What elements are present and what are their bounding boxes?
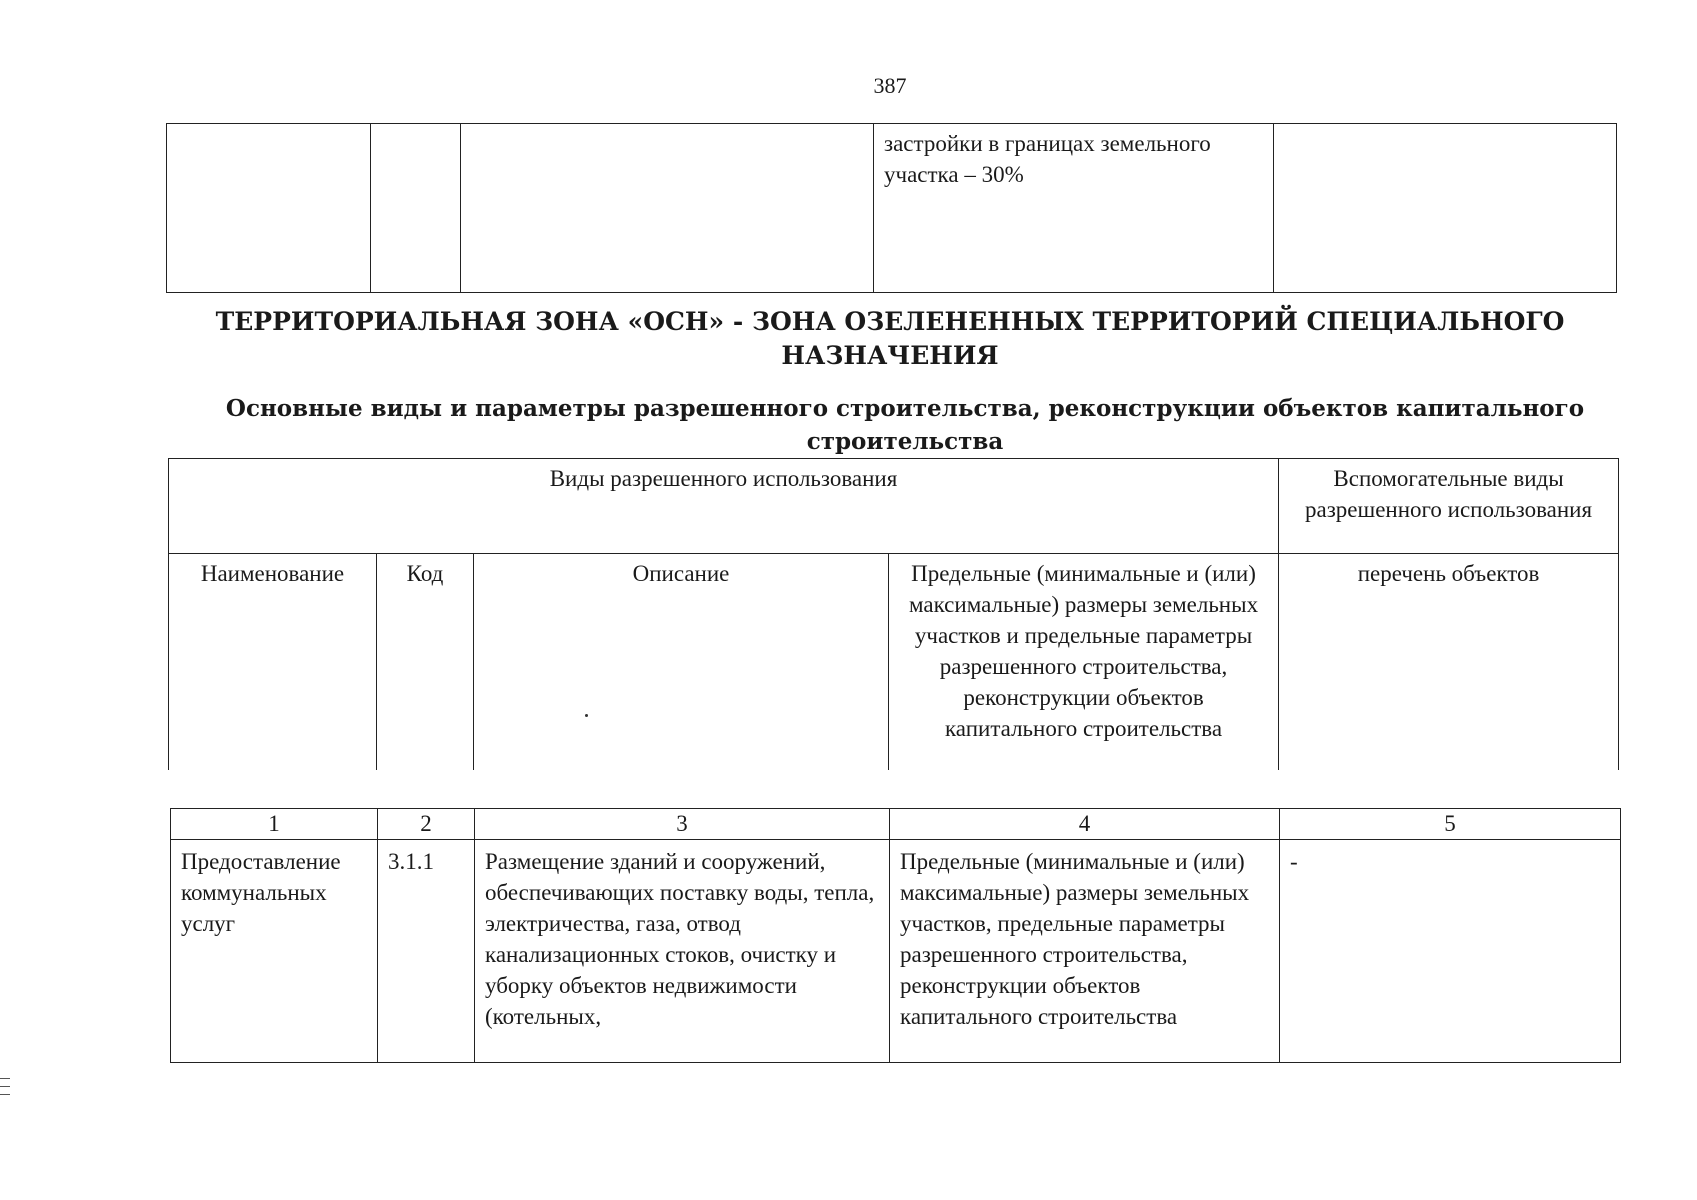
column-limits-header: Предельные (минимальные и (или) максимальные) размеры земельных участков и предельные параметры разрешенного строительства, реконструкции объектов капитального строительства — [889, 554, 1279, 771]
column-number: 3 — [475, 809, 890, 840]
table-cell — [167, 124, 371, 293]
column-numbers-row — [171, 809, 1621, 840]
page-number: 387 — [873, 73, 907, 98]
section-subtitle: Основные виды и параметры разрешенного строительства, реконструкции объектов капитального строительства — [225, 395, 1585, 455]
column-number: 5 — [1280, 809, 1621, 840]
column-code-header: Код — [377, 554, 474, 771]
column-objects-header: перечень объектов — [1279, 554, 1619, 771]
row-limits: Предельные (минимальные и (или) максимальные) размеры земельных участков, предельные параметры разрешенного строительства, реконструкции объектов капитального строительства — [890, 840, 1280, 1063]
continuation-table — [166, 123, 1617, 293]
column-description-header: Описание — [474, 554, 889, 771]
group-aux-header: Вспомогательные виды разрешенного использования — [1279, 459, 1619, 554]
table-row — [167, 124, 1617, 293]
group-main-header: Виды разрешенного использования — [169, 459, 1279, 554]
column-number: 1 — [171, 809, 378, 840]
stray-dot — [585, 714, 588, 717]
column-number: 4 — [890, 809, 1280, 840]
table-cell: застройки в границах земельного участка – 30% — [874, 124, 1274, 293]
row-description: Размещение зданий и сооружений, обеспечивающих поставку воды, тепла, электричества, газа, отвод канализационных стоков, очистку и уборку объектов недвижимости (котельных, — [475, 840, 890, 1063]
table-cell — [461, 124, 874, 293]
data-table — [170, 808, 1621, 1063]
table-row — [169, 459, 1619, 554]
table-row — [169, 554, 1619, 771]
edge-mark — [0, 1086, 10, 1087]
table-cell — [1274, 124, 1617, 293]
table-cell — [371, 124, 461, 293]
row-name: Предоставление коммунальных услуг — [171, 840, 378, 1063]
header-table — [168, 458, 1619, 770]
column-number: 2 — [378, 809, 475, 840]
edge-mark — [0, 1094, 10, 1095]
edge-mark — [0, 1078, 10, 1079]
row-aux: - — [1280, 840, 1621, 1063]
column-name-header: Наименование — [169, 554, 377, 771]
zone-title: ТЕРРИТОРИАЛЬНАЯ ЗОНА «ОСН» - ЗОНА ОЗЕЛЕНЕННЫХ ТЕРРИТОРИЙ СПЕЦИАЛЬНОГО НАЗНАЧЕНИЯ — [215, 307, 1565, 370]
table-row — [171, 840, 1621, 1063]
row-code: 3.1.1 — [378, 840, 475, 1063]
